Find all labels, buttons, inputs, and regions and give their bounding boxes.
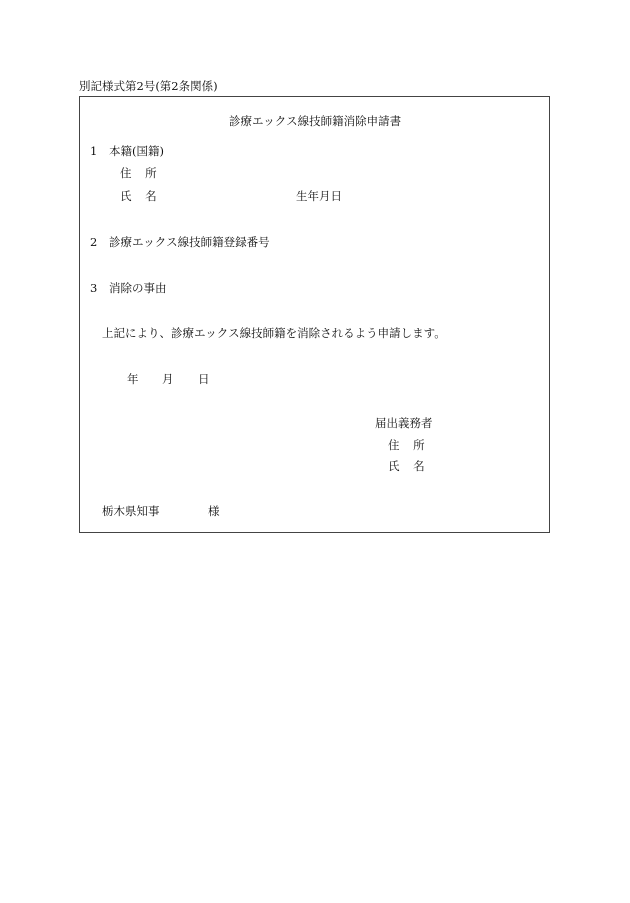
addressee-name: 栃木県知事 xyxy=(102,504,160,518)
section-1-heading: 本籍(国籍) xyxy=(109,144,164,158)
form-number-note: 別記様式第2号(第2条関係) xyxy=(79,79,218,93)
name-label-char-2: 名 xyxy=(145,189,157,203)
date-year-label: 年 xyxy=(127,372,139,386)
address-label-char-2: 所 xyxy=(145,166,157,180)
applicant-address-char-1: 住 xyxy=(388,438,400,452)
address-label xyxy=(120,168,157,180)
form-title: 診療エックス線技師籍消除申請書 xyxy=(229,114,402,128)
section-2-heading: 診療エックス線技師籍登録番号 xyxy=(109,235,270,249)
date-day-label: 日 xyxy=(198,372,210,386)
applicant-title: 届出義務者 xyxy=(375,416,433,430)
application-statement: 上記により、診療エックス線技師籍を消除されるよう申請します。 xyxy=(102,326,446,340)
applicant-name-label xyxy=(388,461,425,473)
applicant-address-char-2: 所 xyxy=(413,438,425,452)
date-month-label: 月 xyxy=(162,372,174,386)
applicant-name-char-2: 名 xyxy=(413,459,425,473)
section-2-number: 2 xyxy=(90,235,98,249)
section-1-number: 1 xyxy=(90,144,98,158)
name-label xyxy=(120,191,157,203)
section-3-heading: 消除の事由 xyxy=(109,281,167,295)
section-3-number: 3 xyxy=(90,281,98,295)
applicant-address-label xyxy=(388,440,425,452)
applicant-name-char-1: 氏 xyxy=(388,459,400,473)
addressee-honorific: 様 xyxy=(208,504,220,518)
birthdate-label: 生年月日 xyxy=(296,189,342,203)
application-form xyxy=(79,96,550,533)
name-label-char-1: 氏 xyxy=(120,189,132,203)
address-label-char-1: 住 xyxy=(120,166,132,180)
